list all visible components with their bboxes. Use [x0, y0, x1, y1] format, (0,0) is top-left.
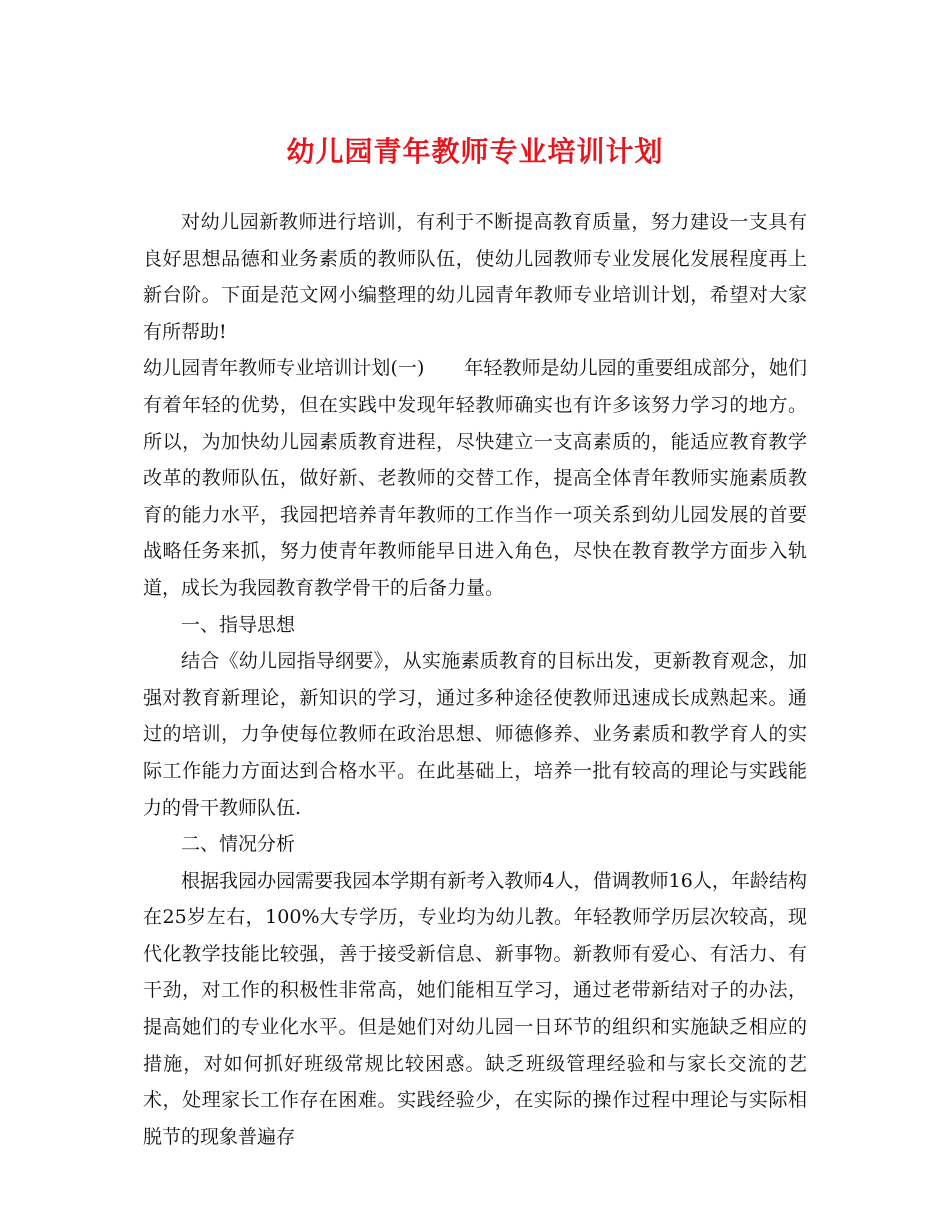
section2-paragraph: 根据我园办园需要我园本学期有新考入教师4人，借调教师16人，年龄结构在25岁左右，100%大专学历，专业均为幼儿教。年轻教师学历层次较高，现代化教学技能比较强，善于接受新信息、新事物。新教师有爱心、有活力、有干劲，对工作的积极性非常高，她们能相互学习，通过老带新结对子的办法，提高她们的专业化水平。但是她们对幼儿园一日环节的组织和实施缺乏相应的措施，对如何抓好班级常规比较困惑。缺乏班级管理经验和与家长交流的艺术，处理家长工作存在困难。实践经验少，在实际的操作过程中理论与实际相脱节的现象普遍存 [143, 869, 807, 1148]
plan-heading: 幼儿园青年教师专业培训计划(一) [143, 357, 425, 380]
plan-paragraph [143, 350, 807, 606]
section2-heading: 二、情况分析 [181, 833, 296, 856]
intro-paragraph: 对幼儿园新教师进行培训，有利于不断提高教育质量，努力建设一支具有良好思想品德和业务素质的教师队伍，使幼儿园教师专业发展化发展程度再上新台阶。下面是范文网小编整理的幼儿园青年教师专业培训计划，希望对大家有所帮助! [143, 211, 807, 343]
section1-paragraph: 结合《幼儿园指导纲要》，从实施素质教育的目标出发，更新教育观念，加强对教育新理论，新知识的学习，通过多种途径使教师迅速成长成熟起来。通过的培训，力争使每位教师在政治思想、师德修养、业务素质和教学育人的实际工作能力方面达到合格水平。在此基础上，培养一批有较高的理论与实践能力的骨干教师队伍. [143, 650, 807, 819]
document-title: 幼儿园青年教师专业培训计划 [286, 135, 664, 168]
plan-intro-text: 年轻教师是幼儿园的重要组成部分，她们有着年轻的优势，但在实践中发现年轻教师确实也有许多该努力学习的地方。所以，为加快幼儿园素质教育进程，尽快建立一支高素质的，能适应教育教学改革的教师队伍，做好新、老教师的交替工作，提高全体青年教师实施素质教育的能力水平，我园把培养青年教师的工作当作一项关系到幼儿园发展的首要战略任务来抓，努力使青年教师能早日进入角色，尽快在教育教学方面步入轨道，成长为我园教育教学骨干的后备力量。 [143, 357, 807, 599]
section1-heading: 一、指导思想 [181, 613, 296, 636]
document-body [143, 204, 807, 1155]
